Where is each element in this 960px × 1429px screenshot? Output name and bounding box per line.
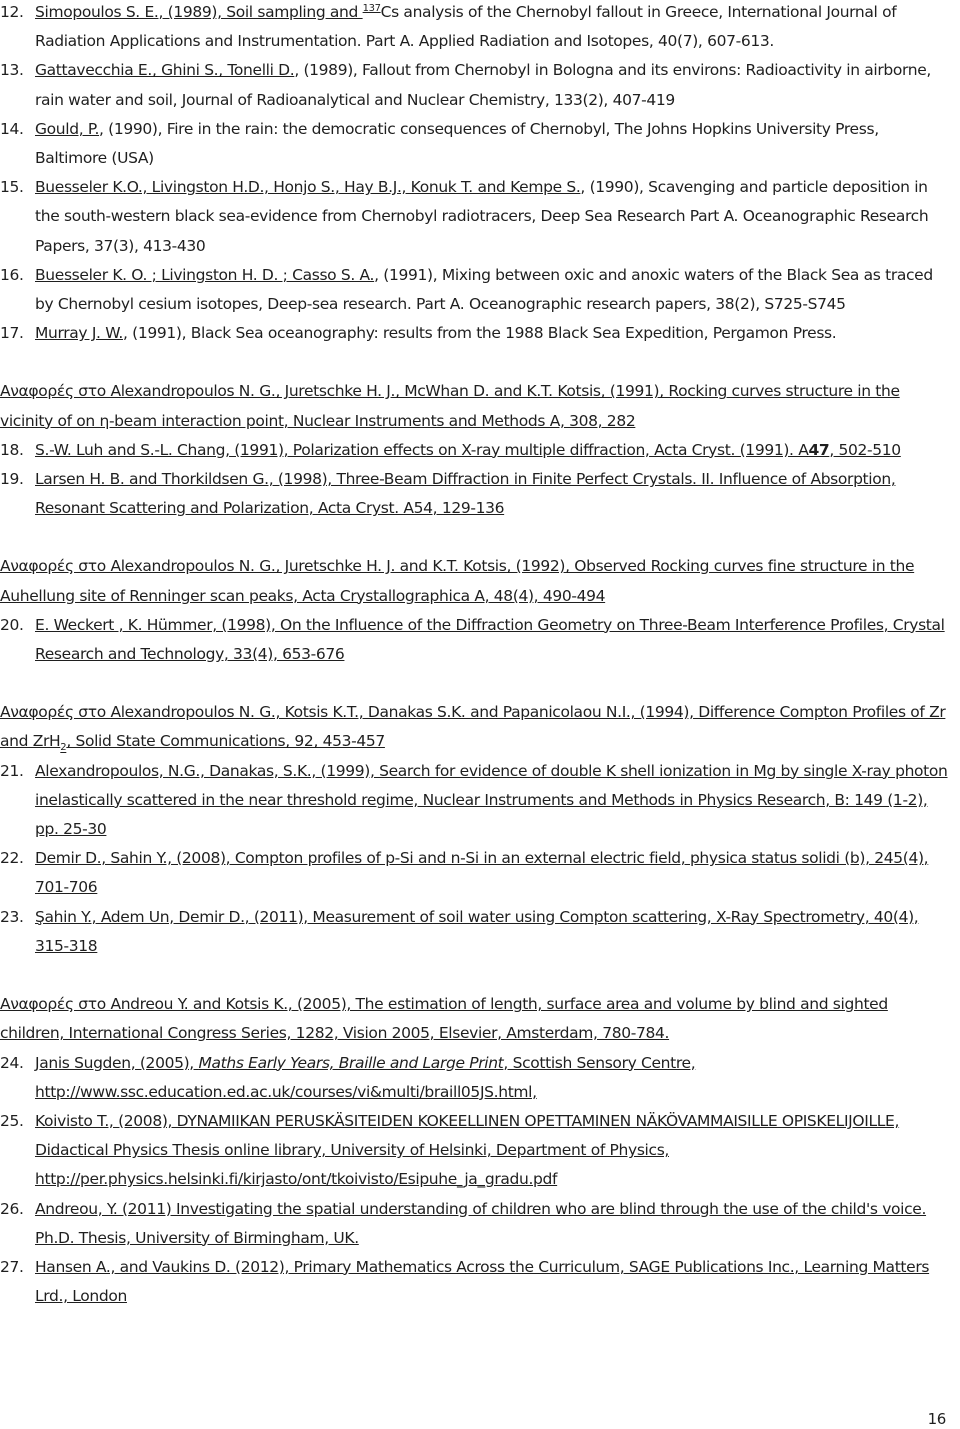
references-block-c xyxy=(0,611,960,669)
reference-text-segment[interactable]: Koivisto T., (2008), DYNAMIIKAN PERUSKÄSITEIDEN KOKEELLINEN OPETTAMINEN NÄKÖVAMMAISILLE OPISKELIJOILLE, Didactical Physics Thesis online library, University of Helsinki, Department of Physics, http://per.physics.helsinki.fi/kirjasto/ont/tkoivisto/Esipuhe_ja_gradu.pdf xyxy=(35,1111,900,1189)
reference-text-segment: Αναφορές στο Alexandropoulos N. G., Juretschke H. J., McWhan D. and K.T. Kotsis, (1991), Rocking curves structure in the vicinity of on η-beam interaction point, Nuclear Instruments and Methods A, 308, 282 xyxy=(0,382,900,430)
spacer xyxy=(0,523,960,552)
reference-text-segment: Αναφορές στο Andreou Y. and Kotsis K., (2005), The estimation of length, surface area and volume by blind and sighted children, International Congress Series, 1282, Vision 2005, Elsevier, Amsterdam, 780-784. xyxy=(0,995,888,1043)
reference-number: 14. xyxy=(0,119,24,138)
reference-text-segment: Αναφορές στο Alexandropoulos N. G., Kotsis K.T., Danakas S.K. and Papanicolaou N.I., (1994), Difference Compton Profiles of Zr and ZrH xyxy=(0,703,946,751)
reference-item xyxy=(0,0,960,56)
reference-paragraph xyxy=(0,990,960,1048)
reference-text-segment: S.-W. Luh and S.-L. Chang, (1991), Polarization effects on X-ray multiple diffraction, Acta Cryst. (1991). A xyxy=(35,440,809,459)
reference-text-segment: , (1989), Soil sampling and xyxy=(158,3,363,21)
reference-text-segment: , (1990), Fire in the rain: the democratic consequences of Chernobyl, The Johns Hopkins University Press, Baltimore (USA) xyxy=(35,119,879,168)
reference-number: 16. xyxy=(0,265,24,284)
references-block-e xyxy=(0,1049,960,1312)
reference-text-segment: Alexandropoulos, N.G., Danakas, S.K., (1999), Search for evidence of double K shell ionization in Mg by single X-ray photon inelastically scattered in the near threshold regime, Nuclear Instruments and Methods in Physics Research, B: 149 (1-2), pp. 25-30 xyxy=(35,761,948,839)
reference-text xyxy=(35,611,960,669)
reference-text-segment: 2 xyxy=(60,742,67,754)
reference-text xyxy=(35,261,960,319)
reference-text xyxy=(35,115,960,173)
reference-number: 17. xyxy=(0,324,24,343)
reference-item xyxy=(0,465,960,523)
reference-text-segment: , (1989), Fallout from Chernobyl in Bologna and its environs: Radioactivity in airborne, rain water and soil, Journal of Radioanalytical and Nuclear Chemistry, 133(2), 407-419 xyxy=(35,61,931,109)
reference-item xyxy=(0,1195,960,1253)
reference-text-segment: Buesseler K.O., Livingston H.D., Honjo S., Hay B.J., Konuk T. and Kempe S. xyxy=(35,178,581,197)
reference-text-segment: , 502-510 xyxy=(829,440,901,459)
reference-text xyxy=(35,319,960,348)
reference-paragraph xyxy=(0,698,960,756)
reference-text-segment: , (1991), Mixing between oxic and anoxic waters of the Black Sea as traced by Chernobyl cesium isotopes, Deep-sea research. Part A. Oceanographic research papers, 38(2), S725-S745 xyxy=(35,265,933,314)
reference-item xyxy=(0,844,960,902)
reference-text xyxy=(35,0,960,56)
references-block-a xyxy=(0,0,960,348)
reference-number: 21. xyxy=(0,761,24,780)
reference-number: 12. xyxy=(0,3,24,21)
references-block-d xyxy=(0,757,960,961)
reference-number: 18. xyxy=(0,440,24,459)
reference-item xyxy=(0,903,960,961)
reference-text-segment: Cs analysis of the Chernobyl fallout in Greece, International Journal of Radiation Applications and Instrumentation. Part A. Applied Radiation and Isotopes, 40(7), 607-613. xyxy=(35,3,897,51)
reference-text xyxy=(35,436,960,465)
reference-paragraph xyxy=(0,377,960,435)
reference-number: 27. xyxy=(0,1257,24,1276)
reference-text xyxy=(35,1195,960,1253)
reference-number: 24. xyxy=(0,1053,24,1072)
reference-item xyxy=(0,1253,960,1311)
reference-text xyxy=(35,1107,960,1195)
reference-text-segment: Andreou, Y. (2011) Investigating the spatial understanding of children who are blind through the use of the child's voice. Ph.D. Thesis, University of Birmingham, UK. xyxy=(35,1199,927,1247)
reference-item xyxy=(0,56,960,114)
reference-text xyxy=(35,1253,960,1311)
reference-number: 26. xyxy=(0,1199,24,1218)
reference-text-segment: Janis Sugden, (2005), xyxy=(35,1053,199,1072)
reference-item xyxy=(0,173,960,261)
reference-number: 19. xyxy=(0,470,24,489)
reference-number: 25. xyxy=(0,1111,24,1130)
page-number: 16 xyxy=(927,1410,946,1428)
spacer xyxy=(0,669,960,698)
reference-item xyxy=(0,611,960,669)
reference-text-segment: , (1990), Scavenging and particle deposition in the south-western black sea-evidence from Chernobyl radiotracers, Deep Sea Research Part A. Oceanographic Research Papers, 37(3), 413-430 xyxy=(35,178,929,255)
reference-item xyxy=(0,115,960,173)
reference-item xyxy=(0,1049,960,1107)
reference-text-segment: , Solid State Communications, 92, 453-457 xyxy=(66,732,385,751)
reference-text xyxy=(35,173,960,261)
reference-number: 15. xyxy=(0,178,24,197)
reference-text xyxy=(35,1049,960,1107)
reference-text-segment: Larsen H. B. and Thorkildsen G., (1998), Three-Beam Diffraction in Finite Perfect Crystals. II. Influence of Absorption, Resonant Scattering and Polarization, Acta Cryst. A54, 129-136 xyxy=(35,470,896,518)
reference-number: 13. xyxy=(0,61,24,80)
reference-text-segment: Gattavecchia E., Ghini S., Tonelli D. xyxy=(35,61,295,80)
reference-text-segment: 47 xyxy=(808,440,830,459)
reference-text-segment: Hansen A., and Vaukins D. (2012), Primary Mathematics Across the Curriculum, SAGE Publications Inc., Learning Matters Lrd., London xyxy=(35,1257,930,1306)
reference-text xyxy=(35,903,960,961)
reference-number: 20. xyxy=(0,615,24,634)
spacer xyxy=(0,348,960,377)
reference-item xyxy=(0,1107,960,1195)
reference-text-segment: E. Weckert , K. Hümmer, (1998), On the Influence of the Diffraction Geometry on Three-Beam Interference Profiles, Crystal Research and Technology, 33(4), 653-676 xyxy=(35,615,945,664)
reference-text xyxy=(35,757,960,845)
reference-text-segment: 137 xyxy=(362,2,381,14)
reference-text xyxy=(35,844,960,902)
reference-text xyxy=(35,465,960,523)
reference-text-segment: Maths Early Years, Braille and Large Print xyxy=(198,1053,504,1072)
reference-number: 23. xyxy=(0,907,24,926)
reference-text-segment: , (1991), Black Sea oceanography: results from the 1988 Black Sea Expedition, Pergamon Press. xyxy=(122,324,837,343)
reference-item xyxy=(0,757,960,845)
reference-number: 22. xyxy=(0,849,24,868)
reference-text-segment: Simopoulos S. E. xyxy=(35,3,159,21)
reference-text-segment: Buesseler K. O. ; Livingston H. D. ; Casso S. A. xyxy=(35,265,375,284)
reference-item xyxy=(0,436,960,465)
reference-paragraph xyxy=(0,552,960,610)
spacer xyxy=(0,961,960,990)
reference-text xyxy=(35,56,960,114)
reference-text-segment: Gould, P. xyxy=(35,119,100,138)
reference-item xyxy=(0,319,960,348)
reference-text-segment: Murray J. W. xyxy=(35,324,123,343)
reference-text-segment: Demir D., Sahin Y., (2008), Compton profiles of p-Si and n-Si in an external electric field, physica status solidi (b), 245(4), 701-706 xyxy=(35,849,929,897)
reference-item xyxy=(0,261,960,319)
reference-text-segment: Αναφορές στο Alexandropoulos N. G., Juretschke H. J. and K.T. Kotsis, (1992), Observed Rocking curves fine structure in the Auhellung site of Renninger scan peaks, Acta Crystallographica A, 48(4), 490-494 xyxy=(0,557,915,605)
references-block-b xyxy=(0,436,960,524)
reference-text-segment[interactable]: , Scottish Sensory Centre, http://www.ssc.education.ed.ac.uk/courses/vi&multi/braill05JS.html, xyxy=(35,1053,696,1101)
reference-text-segment: Şahin Y., Adem Un, Demir D., (2011), Measurement of soil water using Compton scattering, X-Ray Spectrometry, 40(4), 315-318 xyxy=(35,907,919,955)
